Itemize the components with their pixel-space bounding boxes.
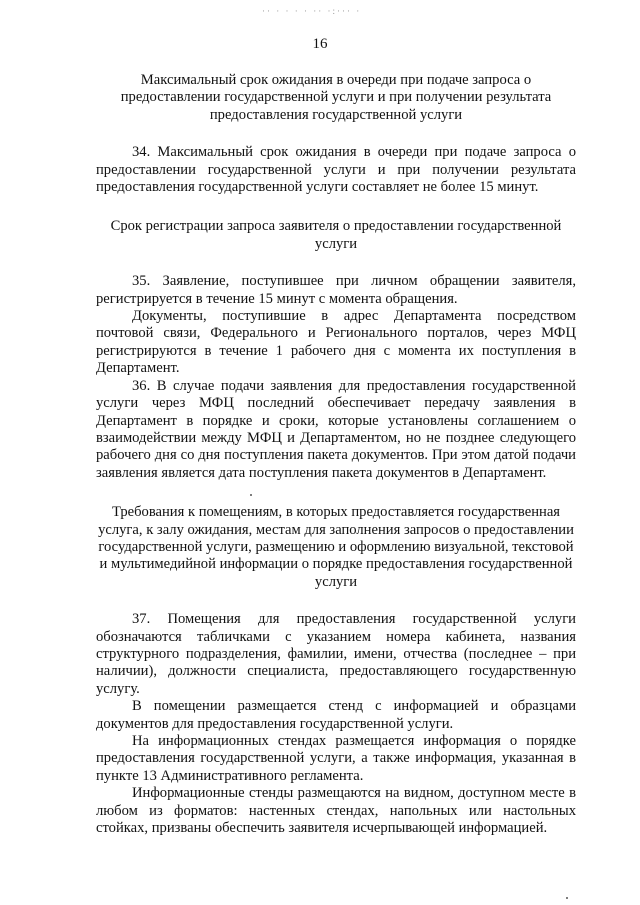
section-heading: Максимальный срок ожидания в очереди при подаче запроса о предоставлении государственной услуги и при получении результата предоставления государственной услуги [120,72,552,123]
scan-speck [566,897,568,899]
scan-artifact: ·· · · · · ·· ·:··· · [262,6,362,16]
paragraph: 35. Заявление, поступившее при личном обращении заявителя, регистрируется в течение 15 минут с момента обращения. [96,273,576,307]
document-body [96,72,576,837]
section-heading: Требования к помещениям, в которых предоставляется государственная услуга, к залу ожидания, местам для заполнения запросов о предоставлении государственной услуги, размещению и оформлению визуальной, текстовой и мультимедийной информации о порядке предоставления государственной услуги [98,504,574,590]
page-number: 16 [312,36,328,52]
paragraph: 37. Помещения для предоставления государственной услуги обозначаются табличками с указанием номера кабинета, названия структурного подразделения, фамилии, имени, отчества (последнее – при наличии), должности специалиста, предоставляющего государственную услугу. [96,611,576,697]
paragraph: Документы, поступившие в адрес Департамента посредством почтовой связи, Федерального и Регионального порталов, через МФЦ регистрируются в течение 1 рабочего дня с момента их поступления в Департамент. [96,308,576,377]
paragraph: В помещении размещается стенд с информацией и образцами документов для предоставления государственной услуги. [96,698,576,732]
section-heading: Срок регистрации запроса заявителя о предоставлении государственной услуги [110,218,562,252]
paragraph: Информационные стенды размещаются на видном, доступном месте в любом из форматов: настенных стендах, напольных или настольных стойках, призваны обеспечить заявителя исчерпывающей информацией. [96,785,576,837]
paragraph: На информационных стендах размещается информация о порядке предоставления государственной услуги, а также информация, указанная в пункте 13 Административного регламента. [96,733,576,784]
paragraph: 34. Максимальный срок ожидания в очереди при подаче запроса о предоставлении государственной услуги и при получении результата предоставления государственной услуги составляет не более 15 минут. [96,144,576,196]
scan-speck [250,494,252,496]
paragraph: 36. В случае подачи заявления для предоставления государственной услуги через МФЦ последний обеспечивает передачу заявления в Департамент в порядке и сроки, которые установлены соглашением о взаимодействии между МФЦ и Департаментом, но не позднее следующего рабочего дня со дня поступления пакета документов. При этом датой подачи заявления является дата поступления пакета документов в Департамент. [96,377,576,481]
